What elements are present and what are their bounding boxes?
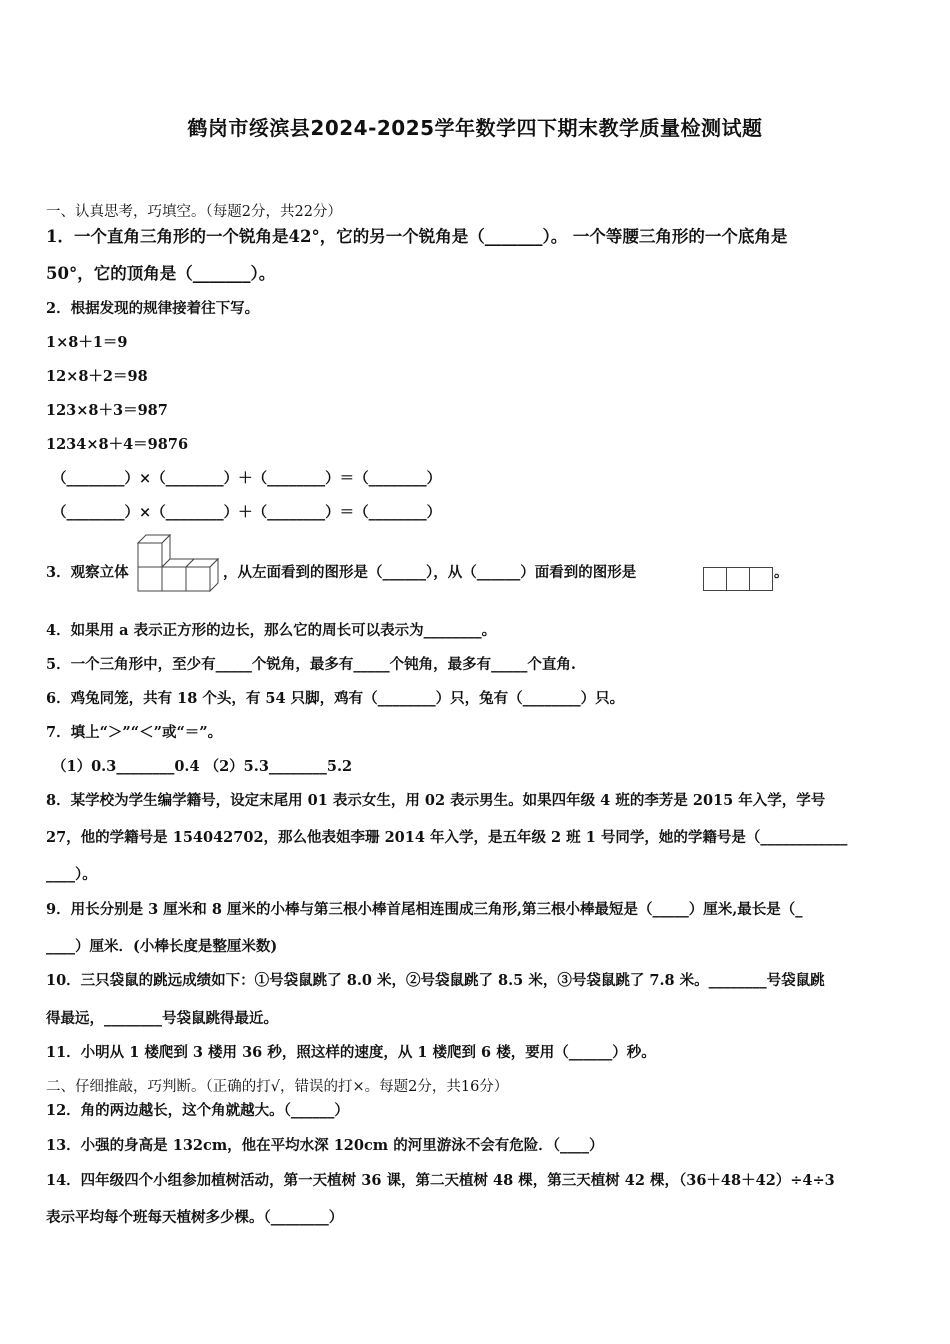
question-2-equation-1: 1×8＋1＝9 (46, 334, 128, 351)
section-2-heading: 二、仔细推敲，巧判断。（正确的打√，错误的打×。每题2分，共16分） (46, 1079, 509, 1095)
question-10-line-2: 得最远，________号袋鼠跳得最近。 (46, 1010, 278, 1027)
page-title: 鹤岗市绥滨县2024-2025学年数学四下期末教学质量检测试题 (187, 116, 763, 140)
question-3-middle: ，从左面看到的图形是（______），从（______）面看到的图形是 (223, 564, 637, 581)
question-8-line-3: ____）。 (46, 866, 97, 883)
question-8-line-2: 27，他的学籍号是 154042702，那么他表姐李珊 2014 年入学，是五年级 2 班 1 号同学，她的学籍号是（____________ (46, 829, 848, 846)
question-3-prefix: 3．观察立体 (46, 564, 129, 581)
question-6: 6．鸡兔同笼，共有 18 个头，有 54 只脚，鸡有（________）只，兔有（________）只。 (46, 690, 625, 707)
question-4: 4．如果用 a 表示正方形的边长，那么它的周长可以表示为________。 (46, 622, 497, 639)
question-7-items: （1）0.3________0.4 （2）5.3________5.2 (52, 758, 353, 775)
question-2-intro: 2．根据发现的规律接着往下写。 (46, 300, 260, 317)
question-14-line-1: 14．四年级四个小组参加植树活动，第一天植树 36 课，第二天植树 48 棵，第三天植树 42 棵，（36＋48＋42）÷4÷3 (46, 1172, 835, 1189)
question-9-line-1: 9．用长分别是 3 厘米和 8 厘米的小棒与第三根小棒首尾相连围成三角形,第三根小棒最短是（_____）厘米,最长是（_ (46, 901, 803, 918)
question-1-line-2: 50°，它的顶角是（_______）。 (46, 264, 276, 283)
question-2-answer-blank-1: （________）×（________）＋（________）＝（________） (52, 470, 442, 487)
question-2-equation-4: 1234×8＋4＝9876 (46, 436, 189, 453)
question-2-answer-blank-2: （________）×（________）＋（________）＝（________） (52, 504, 442, 521)
solid-figure-diagram (137, 534, 219, 592)
question-9-line-2: ____）厘米．(小棒长度是整厘米数) (46, 938, 278, 955)
question-10-line-1: 10．三只袋鼠的跳远成绩如下：①号袋鼠跳了 8.0 米，②号袋鼠跳了 8.5 米，③号袋鼠跳了 7.8 米。________号袋鼠跳 (46, 972, 825, 989)
three-square-view-diagram (703, 567, 773, 591)
question-2-equation-3: 123×8＋3＝987 (46, 402, 168, 419)
section-1-heading: 一、认真思考，巧填空。（每题2分，共22分） (46, 204, 342, 220)
question-5: 5．一个三角形中，至少有_____个锐角，最多有_____个钝角，最多有_____个直角. (46, 656, 576, 673)
question-1-line-1: 1．一个直角三角形的一个锐角是42°，它的另一个锐角是（_______）。 一个等腰三角形的一个底角是 (46, 227, 788, 246)
question-3-suffix: 。 (774, 564, 789, 581)
question-2-equation-2: 12×8＋2＝98 (46, 368, 148, 385)
question-11: 11．小明从 1 楼爬到 3 楼用 36 秒，照这样的速度，从 1 楼爬到 6 楼，要用（______）秒。 (46, 1044, 656, 1061)
question-8-line-1: 8．某学校为学生编学籍号，设定末尾用 01 表示女生，用 02 表示男生。如果四年级 4 班的李芳是 2015 年入学，学号 (46, 792, 826, 809)
question-7-intro: 7．填上“＞”“＜”或“＝”。 (46, 724, 223, 741)
question-13: 13．小强的身高是 132cm，他在平均水深 120cm 的河里游泳不会有危险．（____） (46, 1137, 604, 1154)
question-12: 12．角的两边越长，这个角就越大。（______） (46, 1102, 349, 1119)
question-14-line-2: 表示平均每个班每天植树多少棵。（________） (46, 1209, 344, 1226)
